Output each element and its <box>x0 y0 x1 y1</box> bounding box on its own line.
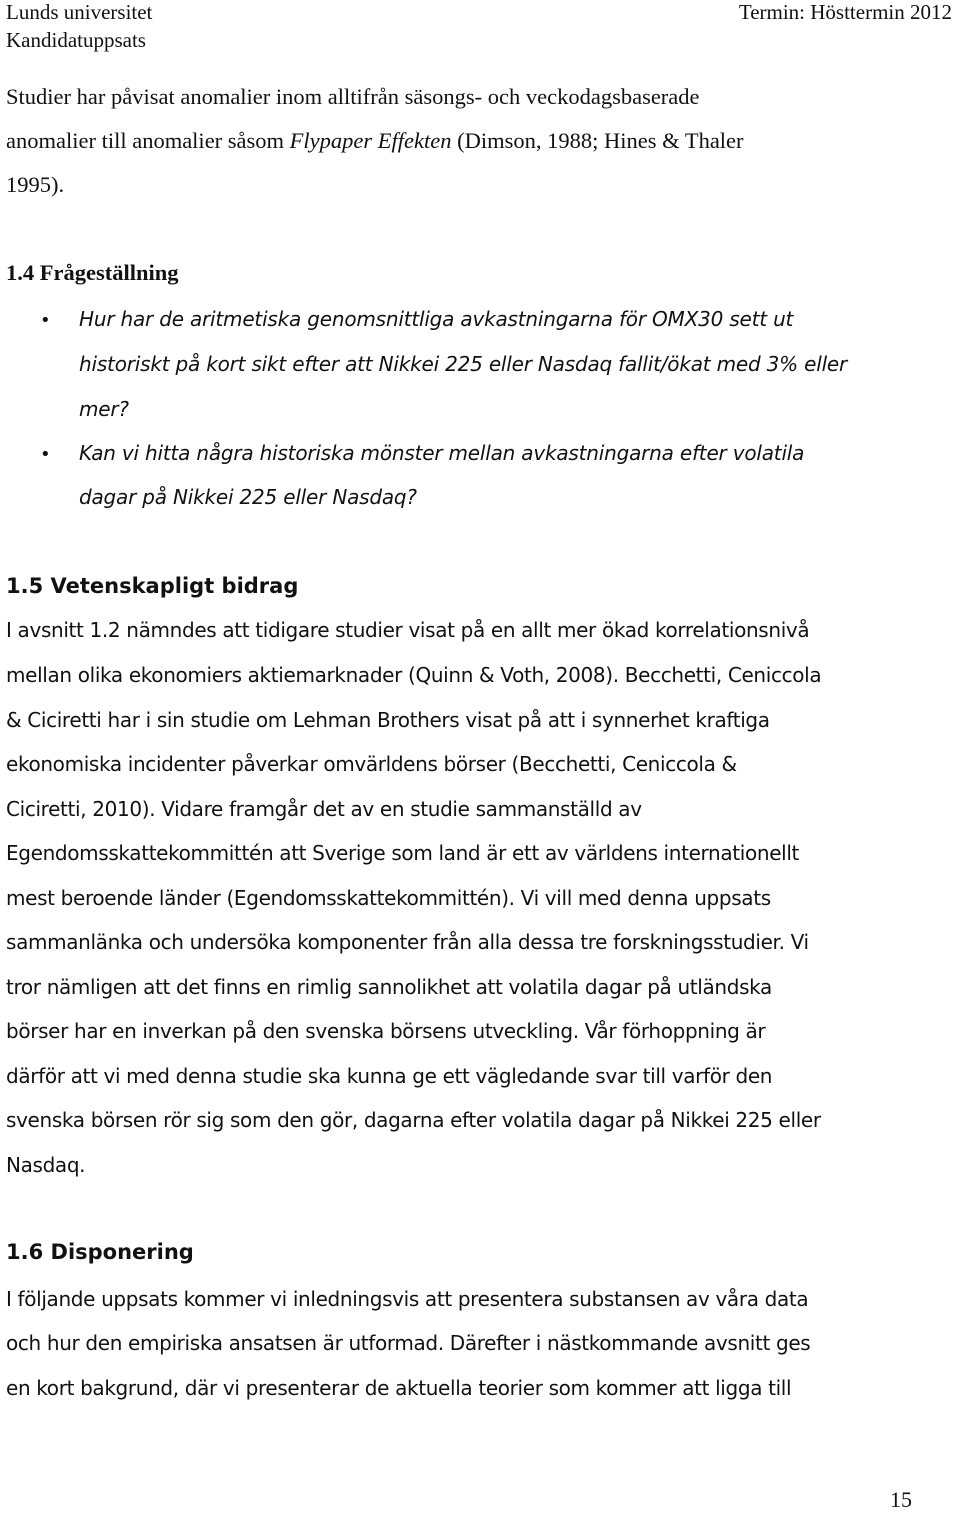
header-term: Termin: Hösttermin 2012 <box>738 0 952 24</box>
section-heading-1-6: 1.6 Disponering <box>6 1240 194 1264</box>
section-heading-1-4: 1.4 Frågeställning <box>6 260 179 285</box>
intro-line-2-pre: anomalier till anomalier såsom <box>6 128 290 153</box>
intro-line-2-post: (Dimson, 1988; Hines & Thaler <box>451 128 744 153</box>
question-1-line-3: mer? <box>79 397 129 421</box>
header-institution: Lunds universitet <box>6 0 153 24</box>
intro-term-flypaper: Flypaper Effekten <box>289 128 452 153</box>
paragraph-line: därför att vi med denna studie ska kunna ge ett vägledande svar till varför den <box>6 1064 773 1088</box>
paragraph-line: mest beroende länder (Egendomsskattekommittén). Vi vill med denna uppsats <box>6 886 771 910</box>
intro-line-1: Studier har påvisat anomalier inom alltifrån säsongs- och veckodagsbaserade <box>6 84 700 109</box>
paragraph-line: Egendomsskattekommittén att Sverige som land är ett av världens internationellt <box>6 841 800 865</box>
question-1-line-2: historiskt på kort sikt efter att Nikkei 225 eller Nasdaq fallit/ökat med 3% eller <box>79 352 848 376</box>
paragraph-line: & Ciciretti har i sin studie om Lehman Brothers visat på att i synnerhet kraftiga <box>6 708 770 732</box>
bullet-icon: • <box>40 310 51 331</box>
paragraph-line: börser har en inverkan på den svenska börsens utveckling. Vår förhoppning är <box>6 1019 766 1043</box>
paragraph-line: I avsnitt 1.2 nämndes att tidigare studier visat på en allt mer ökad korrelationsnivå <box>6 618 810 642</box>
paragraph-line: Nasdaq. <box>6 1153 86 1177</box>
paragraph-line: mellan olika ekonomiers aktiemarknader (Quinn & Voth, 2008). Becchetti, Ceniccola <box>6 663 822 687</box>
bullet-icon: • <box>40 444 51 465</box>
paragraph-line: tror nämligen att det finns en rimlig sannolikhet att volatila dagar på utländska <box>6 975 772 999</box>
paragraph-line: Ciciretti, 2010). Vidare framgår det av en studie sammanställd av <box>6 797 642 821</box>
section-heading-1-5: 1.5 Vetenskapligt bidrag <box>6 574 299 598</box>
page-number: 15 <box>890 1487 912 1512</box>
question-2-line-1: Kan vi hitta några historiska mönster mellan avkastningarna efter volatila <box>79 441 805 465</box>
intro-line-3: 1995). <box>6 172 65 197</box>
paragraph-line: I följande uppsats kommer vi inledningsvis att presentera substansen av våra data <box>6 1287 809 1311</box>
paragraph-line: ekonomiska incidenter påverkar omvärldens börser (Becchetti, Ceniccola & <box>6 752 737 776</box>
paragraph-line: och hur den empiriska ansatsen är utformad. Därefter i nästkommande avsnitt ges <box>6 1331 811 1355</box>
paragraph-line: svenska börsen rör sig som den gör, dagarna efter volatila dagar på Nikkei 225 eller <box>6 1108 821 1132</box>
question-1-line-1: Hur har de aritmetiska genomsnittliga avkastningarna för OMX30 sett ut <box>79 307 794 331</box>
question-2-line-2: dagar på Nikkei 225 eller Nasdaq? <box>79 485 417 509</box>
paragraph-line: en kort bakgrund, där vi presenterar de aktuella teorier som kommer att ligga till <box>6 1376 792 1400</box>
paragraph-line: sammanlänka och undersöka komponenter från alla dessa tre forskningsstudier. Vi <box>6 930 809 954</box>
header-document-type: Kandidatuppsats <box>6 28 146 52</box>
intro-line-2 <box>6 128 744 154</box>
